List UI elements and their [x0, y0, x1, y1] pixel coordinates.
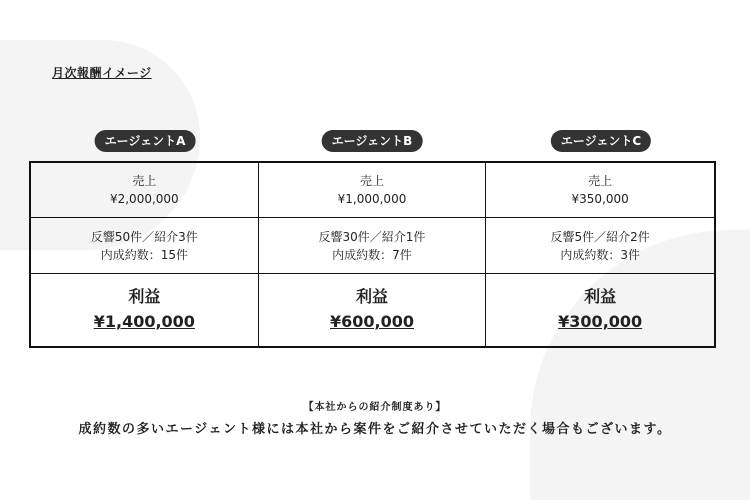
agent-a-badge: エージェントA	[95, 130, 196, 152]
profit-value: ¥300,000	[558, 312, 643, 331]
agent-b-badge: エージェントB	[322, 130, 423, 152]
profit-value: ¥600,000	[329, 312, 414, 331]
referral-note-text: 成約数の多いエージェント様には本社から案件をご紹介させていただく場合もございます。	[78, 422, 672, 437]
contracts-text: 内成約数：3件	[560, 247, 640, 262]
agent-b-activity-cell	[259, 218, 487, 274]
agent-c-sales-cell	[486, 163, 714, 218]
page-title: 月次報酬イメージ	[52, 66, 152, 80]
sales-label: 売上	[359, 174, 384, 188]
contracts-text: 内成約数：15件	[100, 247, 188, 262]
agent-a-activity-cell	[31, 218, 259, 274]
reward-table	[29, 161, 716, 348]
agent-c-activity-cell	[486, 218, 714, 274]
agent-b-sales-cell	[259, 163, 487, 218]
profit-label: 利益	[355, 287, 388, 306]
sales-label: 売上	[132, 174, 157, 188]
sales-value: ¥350,000	[571, 192, 629, 206]
agent-c-profit-cell	[486, 274, 714, 346]
referral-note-title: 【本社からの紹介制度あり】	[303, 402, 447, 413]
responses-text: 反響50件／紹介3件	[90, 229, 198, 244]
contracts-text: 内成約数：7件	[332, 247, 412, 262]
agent-a-profit-cell	[31, 274, 259, 346]
profit-label: 利益	[128, 287, 161, 306]
profit-value: ¥1,400,000	[93, 312, 195, 331]
agent-a-sales-cell	[31, 163, 259, 218]
agent-c-badge: エージェントC	[551, 130, 651, 152]
responses-text: 反響30件／紹介1件	[318, 229, 426, 244]
sales-label: 売上	[588, 174, 613, 188]
sales-value: ¥1,000,000	[337, 192, 407, 206]
sales-value: ¥2,000,000	[109, 192, 179, 206]
responses-text: 反響5件／紹介2件	[550, 229, 650, 244]
agent-b-profit-cell	[259, 274, 487, 346]
profit-label: 利益	[584, 287, 617, 306]
